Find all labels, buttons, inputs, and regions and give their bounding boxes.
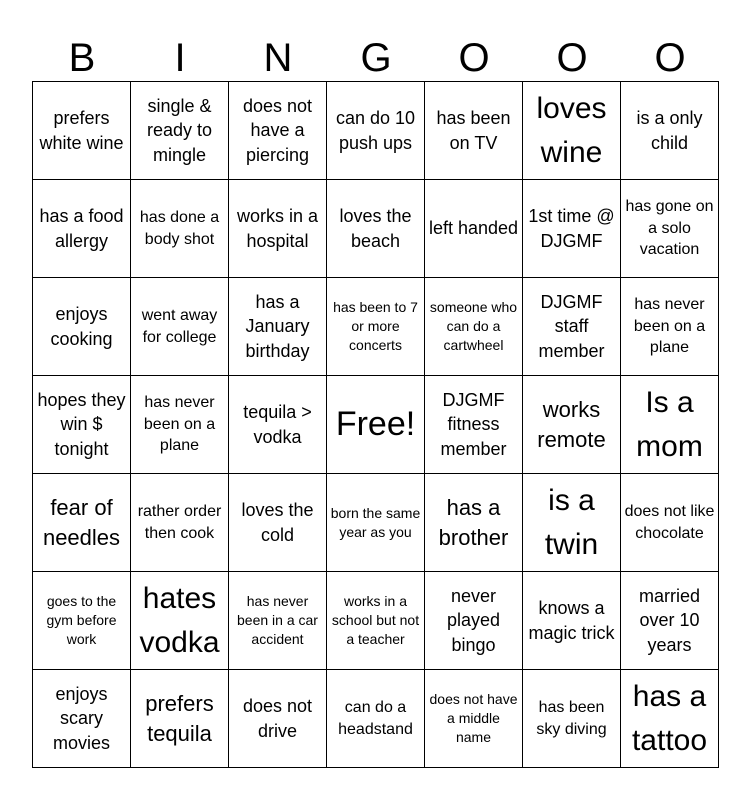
bingo-cell: has a food allergy (33, 180, 131, 278)
bingo-header (33, 34, 719, 82)
bingo-cell: has a January birthday (229, 278, 327, 376)
bingo-cell: fear of needles (33, 474, 131, 572)
bingo-cell: tequila > vodka (229, 376, 327, 474)
header-letter-o-2: O (556, 36, 588, 80)
bingo-cell: rather order then cook (131, 474, 229, 572)
bingo-cell: prefers white wine (33, 82, 131, 180)
bingo-cell: can do a headstand (327, 670, 425, 768)
bingo-cell: 1st time @ DJGMF (523, 180, 621, 278)
bingo-cell: works in a school but not a teacher (327, 572, 425, 670)
bingo-cell: born the same year as you (327, 474, 425, 572)
bingo-cell: DJGMF staff member (523, 278, 621, 376)
bingo-cell: is a only child (621, 82, 719, 180)
bingo-cell: does not have a piercing (229, 82, 327, 180)
bingo-cell: left handed (425, 180, 523, 278)
bingo-cell: someone who can do a cartwheel (425, 278, 523, 376)
bingo-cell: goes to the gym before work (33, 572, 131, 670)
bingo-cell: has been to 7 or more concerts (327, 278, 425, 376)
header-letter-b: B (68, 36, 96, 80)
bingo-cell: has never been on a plane (621, 278, 719, 376)
bingo-cell: works remote (523, 376, 621, 474)
bingo-cell: loves wine (523, 82, 621, 180)
bingo-cell: loves the beach (327, 180, 425, 278)
bingo-cell: never played bingo (425, 572, 523, 670)
bingo-cell: can do 10 push ups (327, 82, 425, 180)
bingo-board (32, 81, 719, 768)
bingo-cell: has been on TV (425, 82, 523, 180)
bingo-cell: loves the cold (229, 474, 327, 572)
bingo-cell: DJGMF fitness member (425, 376, 523, 474)
bingo-cell: does not drive (229, 670, 327, 768)
bingo-cell: has done a body shot (131, 180, 229, 278)
header-letter-o-1: O (458, 36, 490, 80)
bingo-cell: single & ready to mingle (131, 82, 229, 180)
bingo-cell: has a brother (425, 474, 523, 572)
bingo-cell: married over 10 years (621, 572, 719, 670)
bingo-cell: does not have a middle name (425, 670, 523, 768)
bingo-cell: enjoys scary movies (33, 670, 131, 768)
bingo-cell: has never been on a plane (131, 376, 229, 474)
bingo-cell: works in a hospital (229, 180, 327, 278)
header-letter-i: I (174, 36, 186, 80)
bingo-cell: has a tattoo (621, 670, 719, 768)
header-letter-n: N (263, 36, 293, 80)
header-letter-o-3: O (654, 36, 686, 80)
header-letter-g: G (360, 36, 392, 80)
bingo-cell: knows a magic trick (523, 572, 621, 670)
bingo-cell: hopes they win $ tonight (33, 376, 131, 474)
bingo-cell: enjoys cooking (33, 278, 131, 376)
bingo-cell: is a twin (523, 474, 621, 572)
free-space: Free! (327, 376, 425, 474)
bingo-cell: Is a mom (621, 376, 719, 474)
bingo-cell: went away for college (131, 278, 229, 376)
bingo-cell: hates vodka (131, 572, 229, 670)
bingo-cell: has never been in a car accident (229, 572, 327, 670)
bingo-cell: has been sky diving (523, 670, 621, 768)
bingo-cell: prefers tequila (131, 670, 229, 768)
bingo-cell: does not like chocolate (621, 474, 719, 572)
bingo-cell: has gone on a solo vacation (621, 180, 719, 278)
